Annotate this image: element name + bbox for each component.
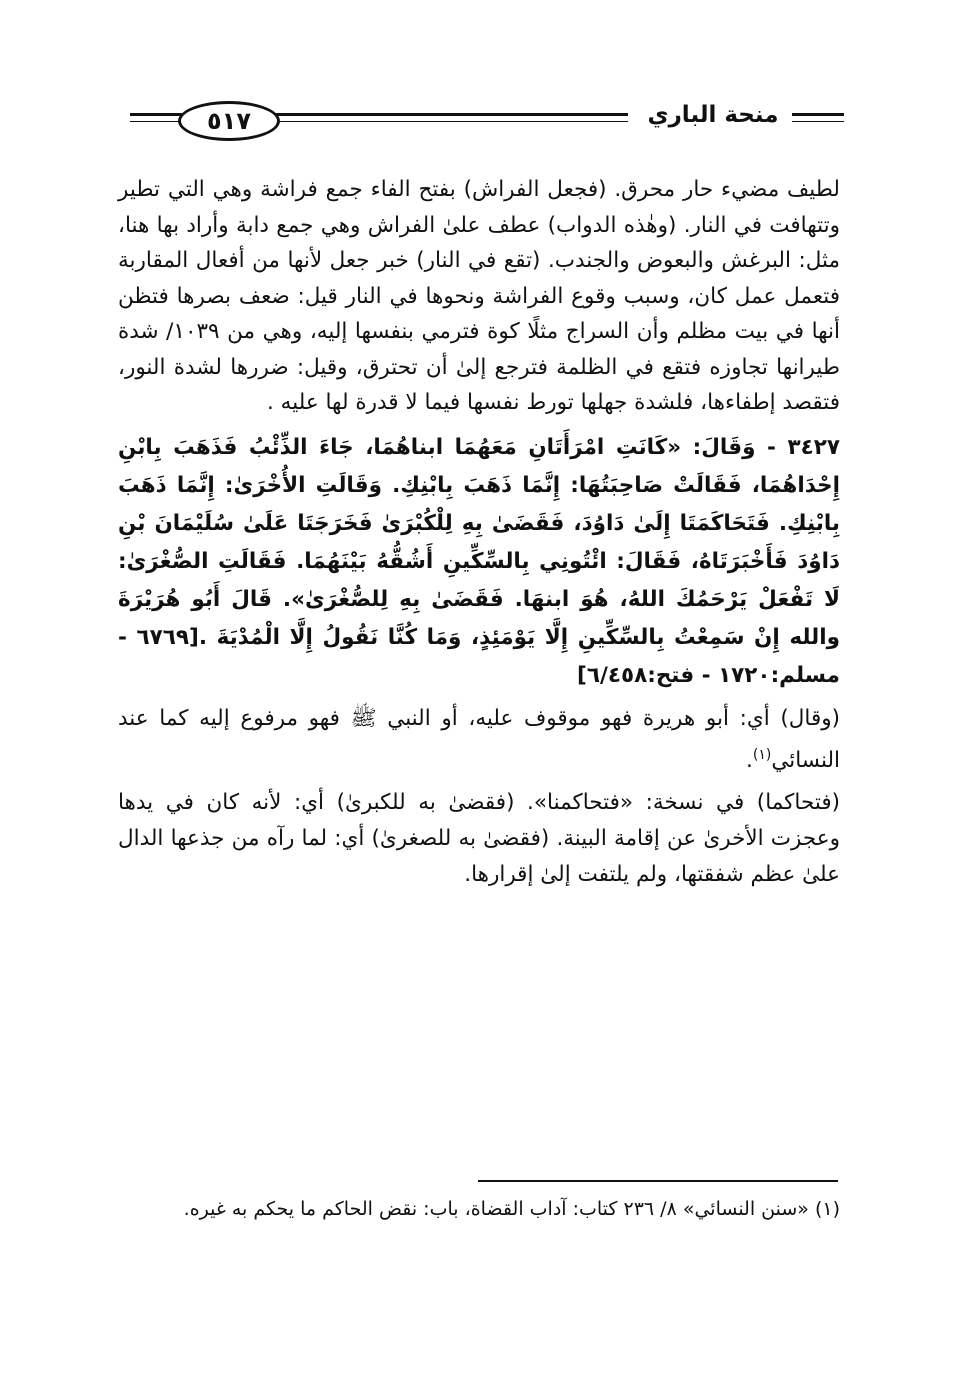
page-number-badge: [178, 101, 280, 141]
footnote: (١) «سنن النسائي» ٨/ ٢٣٦ كتاب: آداب القضاة، باب: نقض الحاكم ما يحكم به غيره.: [183, 1198, 840, 1220]
running-title: منحة الباري: [647, 102, 779, 128]
commentary-paragraph-2-text: (وقال) أي: أبو هريرة فهو موقوف عليه، أو النبي ﷺ فهو مرفوع إليه كما عند النسائي: [118, 705, 840, 773]
hadith-paragraph: ٣٤٢٧ - وَقَالَ: «كَانَتِ امْرَأَتَانِ مَعَهُمَا ابناهُمَا، جَاءَ الذِّئْبُ فَذَهَبَ بِابْنِ إِحْدَاهُمَا، فَقَالَتْ صَاحِبَتُهَا: إِنَّمَا ذَهَبَ بِابْنِكِ. وَقَالَتِ الأُخْرَىٰ: إِنَّمَا ذَهَبَ بِابْنِكِ. فَتَحَاكَمَتَا إِلَىٰ دَاوُدَ، فَقَضَىٰ بِهِ لِلْكُبْرَىٰ فَخَرَجَتَا عَلَىٰ سُلَيْمَانَ بْنِ دَاوُدَ فَأَخْبَرَتَاهُ، فَقَالَ: ائْتُونِي بِالسِّكِّينِ أَشُقُّهُ بَيْنَهُمَا. فَقَالَتِ الصُّغْرَىٰ: لَا تَفْعَلْ يَرْحَمُكَ اللهُ، هُوَ ابنهَا. فَقَضَىٰ بِهِ لِلصُّغْرَىٰ». قَالَ أَبُو هُرَيْرَةَ والله إِنْ سَمِعْتُ بِالسِّكِّينِ إِلَّا يَوْمَئِذٍ، وَمَا كُنَّا نَقُولُ إِلَّا الْمُدْيَةَ .[٦٧٦٩ - مسلم:١٧٢٠ - فتح:٦/٤٥٨]: [118, 434, 840, 688]
commentary-paragraph-1: لطيف مضيء حار محرق. (فجعل الفراش) بفتح الفاء جمع فراشة وهي التي تطير وتتهافت في النار. (وهٰذه الدواب) عطف علىٰ الفراش وهي جمع دابة وأراد بها هنا، مثل: البرغش والبعوض والجندب. (تقع في النار) خبر جعل لأنها من أفعال المقاربة فتعمل عمل كان، وسبب وقوع الفراشة ونحوها في النار قيل: ضعف بصرها فتظن أنها في بيت مظلم وأن السراج مثلًا كوة فترمي بنفسها إليه، وهي من ١٠٣٩/ شدة طيرانها تجاوزه فتقع في الظلمة فترجع إلىٰ أن تحترق، وقيل: ضررها لشدة النور، فتقصد إطفاءها، فلشدة جهلها تورط نفسها فيما لا قدرة لها عليه .: [118, 177, 840, 415]
header-rule-middle-bottom: [270, 121, 628, 122]
header-rule-right-top: [792, 113, 844, 116]
footnote-marker: (١): [752, 746, 772, 763]
main-text: [118, 172, 840, 893]
page-number: ٥١٧: [207, 107, 251, 135]
header-rule-middle-top: [270, 113, 628, 116]
commentary-paragraph-2: [118, 701, 840, 779]
commentary-paragraph-3: (فتحاكما) في نسخة: «فتحاكمنا». (فقضىٰ به للكبرىٰ) أي: لأنه كان في يدها وعجزت الأخرىٰ عن إقامة البينة. (فقضىٰ به للصغرىٰ) أي: لما رآه من جذعها الدال علىٰ عظم شفقتها، ولم يلتفت إلىٰ إقرارها.: [118, 789, 840, 887]
page-header: [120, 100, 850, 150]
header-rule-right-bottom: [792, 121, 844, 122]
footnote-separator: [478, 1180, 838, 1182]
commentary-paragraph-2-end: .: [746, 747, 753, 773]
